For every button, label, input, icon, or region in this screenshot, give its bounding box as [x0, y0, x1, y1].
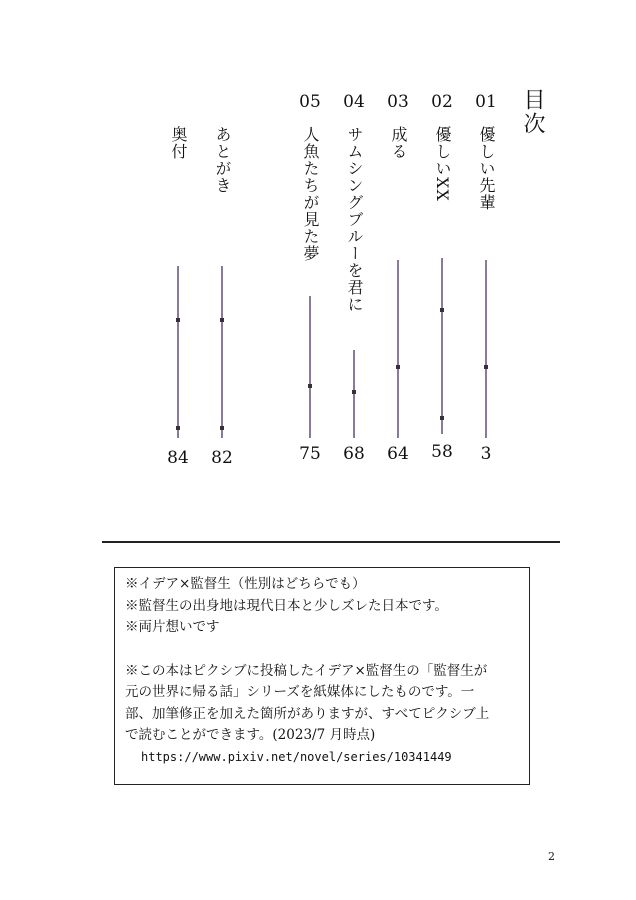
leader-dot: [396, 365, 400, 369]
entry-title: 優しいXX: [433, 126, 452, 202]
leader-line: [177, 266, 179, 438]
entry-page: 75: [299, 444, 321, 464]
entry-page: 3: [480, 444, 492, 464]
toc-entry: [204, 0, 240, 480]
entry-number: 04: [343, 92, 365, 112]
toc-entry: [160, 0, 196, 480]
leader-dot: [308, 384, 312, 388]
entry-page: 58: [431, 442, 453, 462]
entry-title: 優しい先輩: [477, 126, 496, 211]
entry-number: 05: [299, 92, 321, 112]
entry-number: 03: [387, 92, 409, 112]
leader-line: [309, 296, 311, 438]
toc-entry: [292, 0, 328, 480]
note-paragraph: ※この本はピクシブに投稿したイデア×監督生の「監督生が 元の世界に帰る話」シリーズを紙媒体にしたものです。一 部、加筆修正を加えた箇所がありますが、すべてピクシブ上 で読むことができます。(2023/7 月時点): [125, 662, 490, 743]
toc-title: 目次: [520, 88, 545, 136]
leader-dot: [484, 365, 488, 369]
entry-title: あとがき: [213, 126, 232, 194]
horizontal-rule: [102, 541, 560, 543]
leader-line: [221, 266, 223, 438]
note-line: ※イデア×監督生（性別はどちらでも）: [125, 576, 366, 592]
entry-title: 成る: [389, 126, 408, 160]
leader-dot: [440, 416, 444, 420]
leader-dot: [220, 426, 224, 430]
leader-dot: [176, 318, 180, 322]
entry-number: 02: [431, 92, 453, 112]
entry-title: 人魚たちが見た夢: [301, 126, 320, 262]
leader-line: [397, 260, 399, 438]
page-number: 2: [548, 850, 555, 863]
leader-dot: [220, 318, 224, 322]
entry-page: 84: [167, 448, 189, 468]
toc-entry: [380, 0, 416, 480]
toc-entry: [424, 0, 460, 480]
leader-dot: [352, 390, 356, 394]
note-spacer: [125, 639, 521, 661]
note-line: ※両片想いです: [125, 619, 220, 635]
leader-line: [441, 258, 443, 434]
toc-entry: [336, 0, 372, 480]
note-line: ※監督生の出身地は現代日本と少しズレた日本です。: [125, 597, 448, 614]
entry-page: 64: [387, 444, 409, 464]
series-url: https://www.pixiv.net/novel/series/10341449: [141, 749, 452, 764]
toc-entry: [468, 0, 504, 480]
entry-page: 82: [211, 448, 233, 468]
leader-dot: [440, 308, 444, 312]
leader-dot: [176, 426, 180, 430]
leader-line: [353, 350, 355, 438]
entry-number: 01: [475, 92, 497, 112]
leader-line: [485, 260, 487, 438]
entry-title: 奥付: [169, 126, 188, 160]
notes-box: [114, 567, 530, 785]
entry-page: 68: [343, 444, 365, 464]
entry-title: サムシングブルーを君に: [345, 126, 364, 313]
